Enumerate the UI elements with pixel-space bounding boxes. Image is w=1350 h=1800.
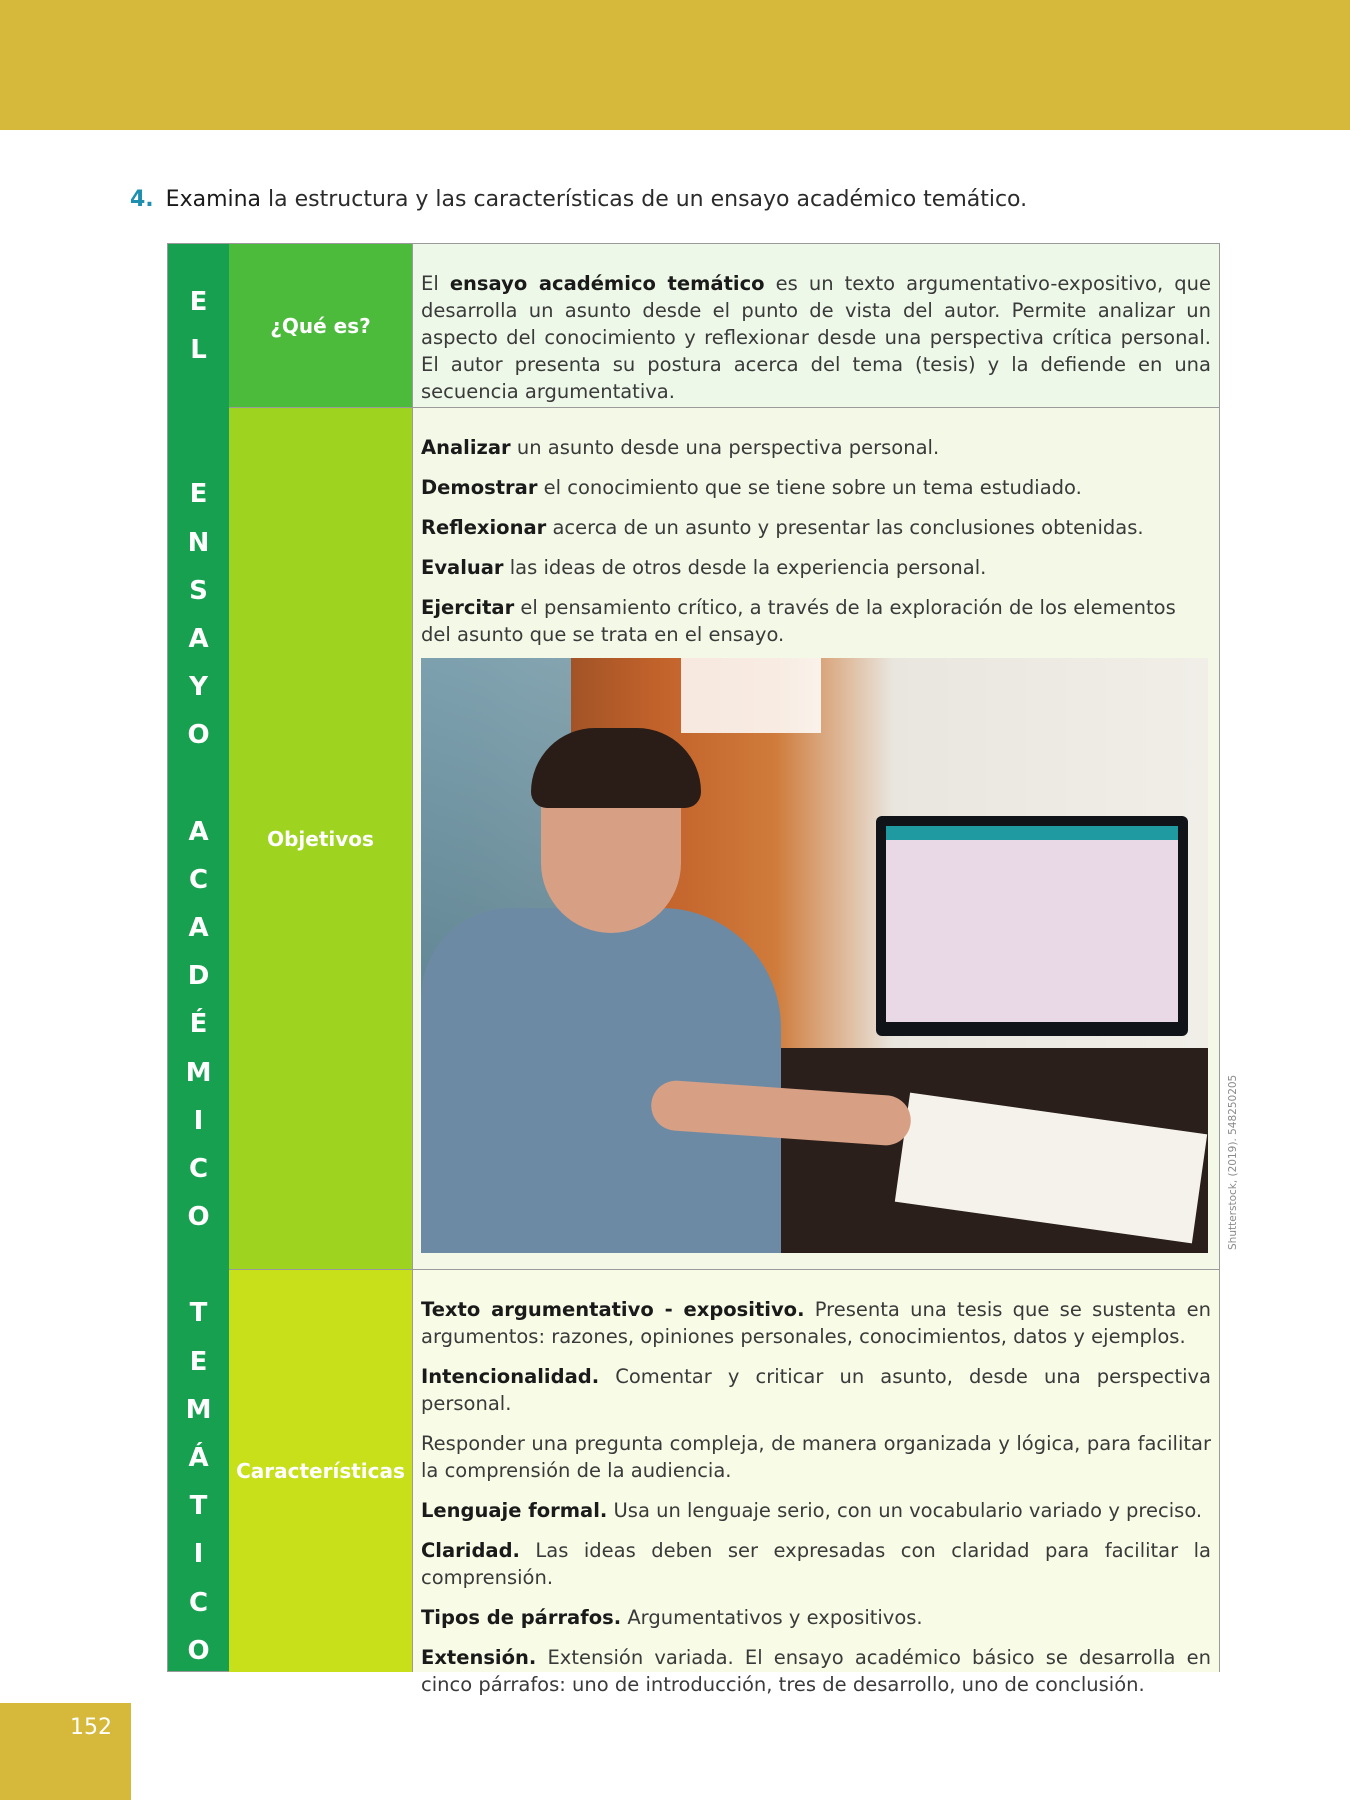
student-computer-photo [421, 658, 1208, 1253]
vertical-title-letter: Y [189, 672, 208, 703]
label-caracteristicas [229, 1270, 412, 1672]
label-que-es-text: ¿Qué es? [270, 313, 371, 338]
caracteristica-item: Tipos de párrafos. Argumentativos y expositivos. [421, 1606, 923, 1629]
vertical-title-letter: L [190, 335, 207, 366]
photo-student-hair [531, 728, 701, 808]
instruction-verb: Examina [165, 187, 262, 212]
photo-credit-text: Shutterstock, (2019). 548250205 [1227, 1074, 1239, 1250]
content-caracteristicas [412, 1270, 1219, 1696]
vertical-title-letter: S [189, 575, 208, 606]
objetivo-item: Evaluar las ideas de otros desde la experiencia personal. [421, 556, 987, 579]
vertical-title-letter: O [187, 1202, 210, 1233]
que-es-paragraph [421, 270, 1211, 405]
vertical-title-letter: E [189, 479, 208, 510]
vertical-title-column [168, 244, 229, 1671]
vertical-title-letter: T [189, 1298, 208, 1329]
objetivo-item: Demostrar el conocimiento que se tiene sobre un tema estudiado. [421, 476, 1082, 499]
vertical-title-letter: C [188, 1587, 209, 1618]
vertical-title-letter: A [188, 624, 209, 654]
caracteristica-item: Intencionalidad. Comentar y criticar un asunto, desde una perspectiva personal. [421, 1365, 1211, 1415]
caracteristica-item: Responder una pregunta compleja, de manera organizada y lógica, para facilitar la comprensión de la audiencia. [421, 1432, 1211, 1482]
page-number-tab [0, 1703, 131, 1800]
caracteristica-item: Texto argumentativo - expositivo. Presenta una tesis que se sustenta en argumentos: razones, opiniones personales, conocimientos, datos y ejemplos. [421, 1298, 1211, 1348]
content-que-es [412, 244, 1219, 408]
vertical-title-letter: M [185, 1057, 212, 1088]
vertical-title-letter: O [187, 1635, 210, 1666]
que-es-post: es un texto argumentativo-expositivo, que desarrolla un asunto desde el punto de vista del autor. Permite analizar un aspecto del conocimiento y reflexionar desde una perspectiva crítica personal. El autor presenta su postura acerca del tema (tesis) y la defiende en una secuencia argumentativa. [421, 272, 1211, 403]
vertical-title-letter: A [188, 816, 209, 847]
photo-wall-calendar [681, 658, 821, 733]
vertical-title-letter: I [193, 1105, 204, 1136]
vertical-title-letter: C [188, 1154, 209, 1184]
que-es-bold: ensayo académico temático [449, 272, 765, 295]
vertical-title-letter: E [189, 287, 208, 317]
instruction [130, 187, 1027, 212]
objetivo-item: Reflexionar acerca de un asunto y presentar las conclusiones obtenidas. [421, 516, 1144, 539]
vertical-title-letter: I [193, 1539, 204, 1570]
objetivo-item: Analizar un asunto desde una perspectiva personal. [421, 436, 940, 459]
caracteristica-item: Extensión. Extensión variada. El ensayo académico básico se desarrolla en cinco párrafos: uno de introducción, tres de desarrollo, uno de conclusión. [421, 1646, 1211, 1696]
vertical-title-letter: É [189, 1009, 208, 1040]
vertical-title-letter: C [188, 864, 209, 895]
vertical-title-letter: M [185, 1394, 212, 1425]
vertical-title-letter: A [188, 913, 209, 943]
instruction-number: 4. [130, 187, 154, 212]
vertical-title-letter: D [187, 961, 210, 992]
content-objetivos [412, 408, 1219, 1270]
essay-table [167, 243, 1220, 1696]
label-caracteristicas-text: Características [236, 1459, 405, 1483]
que-es-pre: El [421, 272, 450, 295]
vertical-title-letter: T [189, 1491, 208, 1522]
photo-student-shirt [421, 908, 781, 1253]
vertical-title-letter: O [187, 720, 210, 751]
instruction-text: la estructura y las características de un ensayo académico temático. [261, 187, 1028, 212]
label-objetivos-text: Objetivos [267, 826, 374, 851]
vertical-title-letter: N [187, 527, 210, 558]
photo-screen-bar [886, 826, 1178, 840]
objetivo-item: Ejercitar el pensamiento crítico, a través de la exploración de los elementos del asunto que se trata en el ensayo. [421, 596, 1176, 646]
vertical-title-letter: Á [188, 1443, 209, 1473]
top-color-band [0, 0, 1350, 130]
photo-screen [886, 826, 1178, 1022]
page-number: 152 [70, 1715, 112, 1740]
caracteristica-item: Lenguaje formal. Usa un lenguaje serio, con un vocabulario variado y preciso. [421, 1499, 1203, 1522]
label-que-es [229, 244, 412, 408]
label-objetivos [229, 408, 412, 1270]
vertical-title-letter: E [189, 1346, 208, 1377]
caracteristica-item: Claridad. Las ideas deben ser expresadas con claridad para facilitar la comprensión. [421, 1539, 1211, 1589]
